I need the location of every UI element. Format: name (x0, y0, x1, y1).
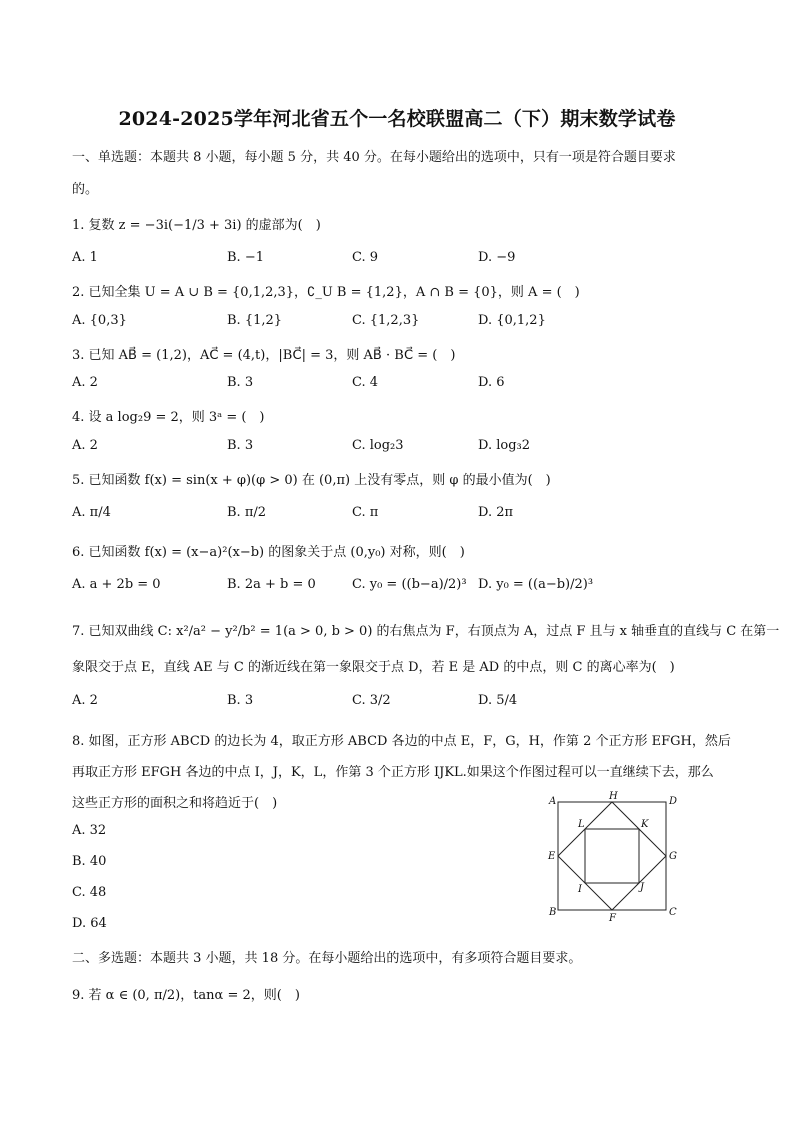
label-b: B (549, 907, 557, 918)
q6-option-d: D. y₀ = ((a−b)/2)³ (478, 577, 594, 592)
q4-option-a: A. 2 (72, 438, 98, 453)
q4-option-b: B. 3 (227, 438, 254, 453)
q7-option-d: D. 5/4 (478, 693, 518, 708)
q1-option-d: D. −9 (478, 250, 516, 265)
q4-option-d: D. log₃2 (478, 438, 531, 453)
label-k: K (641, 819, 649, 830)
section2-heading: 二、多选题：本题共 3 小题，共 18 分。在每小题给出的选项中，有多项符合题目要求。 (72, 951, 582, 966)
question-3-stem: 3. 已知 AB⃗ = (1,2)，AC⃗ = (4,t)，|BC⃗| = 3，则 AB⃗ · BC⃗ = ( ) (72, 348, 456, 363)
label-l: L (578, 819, 585, 830)
q8-option-b: B. 40 (72, 854, 107, 869)
q3-option-a: A. 2 (72, 375, 98, 390)
q6-option-c: C. y₀ = ((b−a)/2)³ (352, 577, 467, 592)
section1-heading: 一、单选题：本题共 8 小题，每小题 5 分，共 40 分。在每小题给出的选项中，只有一项是符合题目要求 (72, 150, 676, 165)
q2-option-a: A. {0,3} (72, 313, 127, 328)
q6-option-b: B. 2a + b = 0 (227, 577, 316, 592)
square-abcd (558, 802, 666, 910)
q4-option-c: C. log₂3 (352, 438, 404, 453)
label-e: E (548, 851, 556, 862)
question-7-stem-line2: 象限交于点 E，直线 AE 与 C 的渐近线在第一象限交于点 D，若 E 是 AD 的中点，则 C 的离心率为( ) (72, 660, 675, 675)
label-g: G (669, 851, 677, 862)
label-h: H (609, 791, 618, 802)
q2-option-b: B. {1,2} (227, 313, 283, 328)
q2-option-c: C. {1,2,3} (352, 313, 420, 328)
q8-option-a: A. 32 (72, 823, 107, 838)
q8-option-c: C. 48 (72, 885, 107, 900)
question-1-stem: 1. 复数 z = −3i(−1/3 + 3i) 的虚部为( ) (72, 218, 321, 233)
q2-option-d: D. {0,1,2} (478, 313, 546, 328)
q3-option-d: D. 6 (478, 375, 505, 390)
question-7-stem-line1: 7. 已知双曲线 C: x²/a² − y²/b² = 1(a > 0, b > 0) 的右焦点为 F，右顶点为 A，过点 F 且与 x 轴垂直的直线与 C 在第一 (72, 624, 780, 639)
question-8-stem-line1: 8. 如图，正方形 ABCD 的边长为 4，取正方形 ABCD 各边的中点 E，F，G，H，作第 2 个正方形 EFGH，然后 (72, 734, 731, 749)
q3-option-b: B. 3 (227, 375, 254, 390)
label-j: J (640, 882, 645, 893)
label-d: D (669, 796, 678, 807)
nested-squares-figure (540, 790, 690, 925)
q5-option-a: A. π/4 (72, 505, 111, 520)
page-title: 2024-2025学年河北省五个一名校联盟高二（下）期末数学试卷 (118, 108, 676, 130)
q7-option-b: B. 3 (227, 693, 254, 708)
q5-option-d: D. 2π (478, 505, 514, 520)
q7-option-a: A. 2 (72, 693, 98, 708)
section1-heading-cont: 的。 (72, 182, 99, 197)
q1-option-c: C. 9 (352, 250, 379, 265)
label-c: C (669, 907, 677, 918)
q3-option-c: C. 4 (352, 375, 379, 390)
question-5-stem: 5. 已知函数 f(x) = sin(x + φ)(φ > 0) 在 (0,π) 上没有零点，则 φ 的最小值为( ) (72, 473, 551, 488)
label-i: I (578, 884, 582, 895)
question-2-stem: 2. 已知全集 U = A ∪ B = {0,1,2,3}，∁_U B = {1,2}，A ∩ B = {0}，则 A = ( ) (72, 285, 580, 300)
square-efgh (558, 802, 666, 910)
question-4-stem: 4. 设 a log₂9 = 2，则 3ᵃ = ( ) (72, 410, 265, 425)
question-8-stem-line3: 这些正方形的面积之和将趋近于( ) (72, 796, 278, 811)
q1-option-b: B. −1 (227, 250, 264, 265)
q6-option-a: A. a + 2b = 0 (72, 577, 161, 592)
question-9-stem: 9. 若 α ∈ (0, π/2)，tanα = 2，则( ) (72, 988, 300, 1003)
label-f: F (609, 913, 616, 924)
q5-option-b: B. π/2 (227, 505, 267, 520)
q1-option-a: A. 1 (72, 250, 98, 265)
question-6-stem: 6. 已知函数 f(x) = (x−a)²(x−b) 的图象关于点 (0,y₀) 对称，则( ) (72, 545, 465, 560)
q5-option-c: C. π (352, 505, 379, 520)
square-ijkl (585, 829, 639, 883)
question-8-stem-line2: 再取正方形 EFGH 各边的中点 I，J，K，L，作第 3 个正方形 IJKL.如果这个作图过程可以一直继续下去，那么 (72, 765, 714, 780)
q8-option-d: D. 64 (72, 916, 107, 931)
q7-option-c: C. 3/2 (352, 693, 391, 708)
label-a: A (549, 796, 557, 807)
